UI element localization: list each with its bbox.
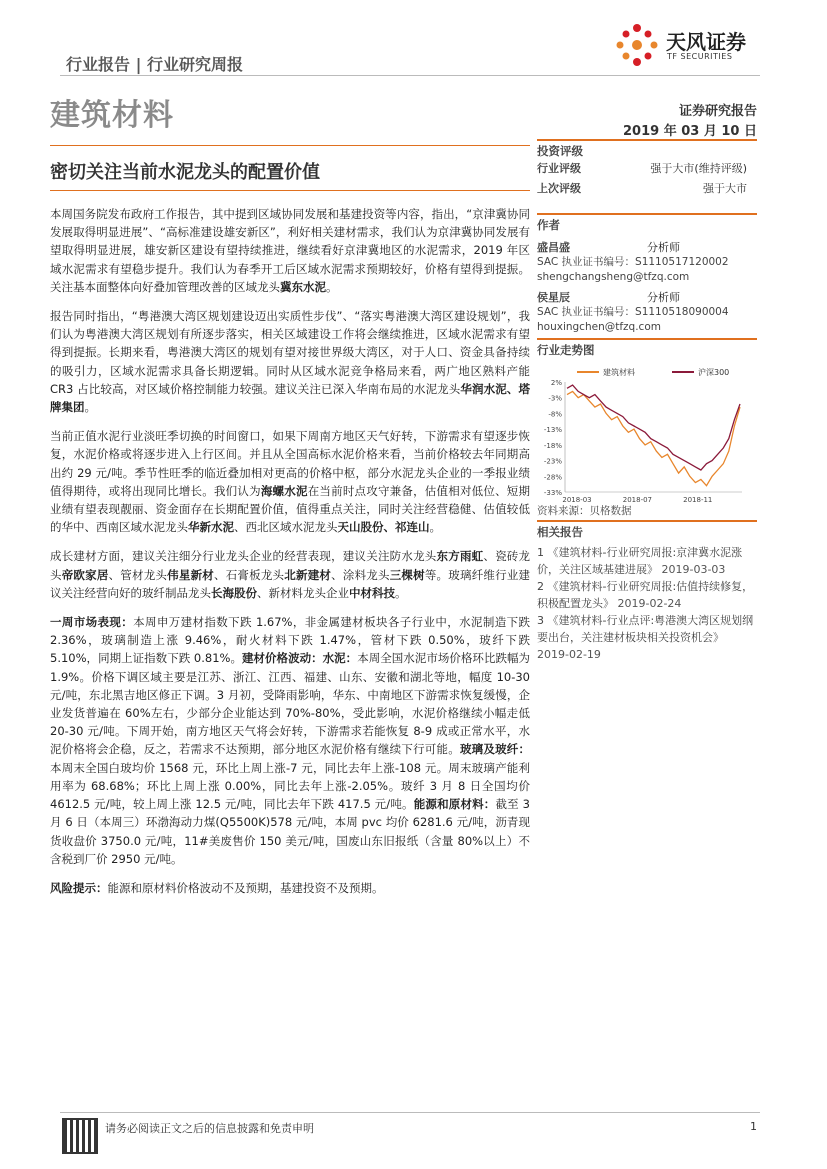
related-report[interactable]: 2 《建筑材料-行业研究周报:估值持续修复，积极配置龙头》 2019-02-24	[537, 580, 754, 610]
industry-name: 建筑材料	[50, 98, 174, 133]
chart-section-title: 行业走势图	[537, 338, 757, 358]
page-number: 1	[750, 1120, 757, 1133]
rating-row: 上次评级 强于大市	[537, 182, 747, 195]
authors-section-title: 作者	[537, 213, 757, 233]
paragraph-3: 当前正值水泥行业淡旺季切换的时间窗口，如果下周南方地区天气好转，下游需求有望逐步恢复，水泥价格或将逐步进入上行区间。并且从全国高标水泥价格来看，当前价格较去年同期高出约 29 元/吨。季节性旺季的临近叠加相对更高的价格中枢，部分水泥龙头企业的一季报业绩值得期待，或将出现同比增长。我们认为海螺水泥在当前时点攻守兼备，估值相对低位、短期业绩有望表现靓丽、资金面存在长期配置价值，值得重点关注，同时关注经营稳健、估值较低的华中、西南区域水泥龙头华新水泥、西北区域水泥龙头天山股份、祁连山。	[50, 429, 531, 535]
rating-section-title: 投资评级	[537, 139, 757, 159]
paragraph-2: 报告同时指出，“粤港澳大湾区规划建设迈出实质性步伐”、“落实粤港澳大湾区建设规划”，我们认为粤港澳大湾区规划有所逐步落实，相关区域建设工作将会继续推进，区域水泥需求有望得到提振。长期来看，粤港澳大湾区的规划有望对接世界级大湾区，对于人口、资金具备持续的吸引力，区域水泥需求具备长期逻辑。同时从区域水泥竞争格局来看，两广地区熟料产能 CR3 占比较高，对区域价格控制能力较强。建议关注已深入华南布局的水泥龙头华润水泥、塔牌集团。	[50, 309, 530, 415]
y-tick-label: -28%	[543, 473, 562, 482]
trend-chart	[537, 364, 757, 504]
related-section-title: 相关报告	[537, 520, 757, 540]
body-text	[50, 205, 530, 908]
rating-row: 行业评级 强于大市(维持评级)	[537, 162, 747, 175]
brand-logo	[612, 20, 762, 72]
related-report[interactable]: 3 《建筑材料-行业点评:粤港澳大湾区规划纲要出台，关注建材板块相关投资机会》 2019-02-19	[537, 614, 754, 661]
related-section	[537, 520, 757, 663]
legend-label: 沪深300	[698, 368, 730, 377]
report-title: 密切关注当前水泥龙头的配置价值	[50, 162, 320, 183]
chart-section	[537, 338, 757, 519]
y-tick-label: -23%	[543, 457, 562, 466]
report-date: 2019 年 03 月 10 日	[623, 124, 757, 139]
qr-code-icon	[62, 1118, 98, 1154]
series-line	[567, 391, 740, 485]
legend-label: 建筑材料	[603, 368, 635, 377]
y-tick-label: 2%	[550, 379, 562, 387]
brand-mark-icon	[612, 20, 662, 70]
x-tick-label: 2018-11	[683, 496, 713, 504]
header-divider	[60, 75, 760, 76]
footer-divider	[60, 1112, 760, 1113]
y-tick-label: -3%	[548, 394, 562, 403]
paragraph-4: 成长建材方面，建议关注细分行业龙头企业的经营表现，建议关注防水龙头东方雨虹、瓷砖龙头帝欧家居、管材龙头伟星新材、石膏板龙头北新建材、涂料龙头三棵树等。玻璃纤维行业建议关注经营向好的玻纤制品龙头长海股份、新材料龙头企业中材科技。	[50, 549, 531, 600]
series-line	[567, 385, 740, 470]
brand-subname: TF SECURITIES	[667, 52, 733, 61]
y-tick-label: -33%	[543, 489, 562, 497]
rating-section	[537, 139, 757, 199]
author-email[interactable]: shengchangsheng@tfzq.com	[537, 271, 690, 283]
risk-warning: 风险提示：能源和原材料价格波动不及预期，基建投资不及预期。	[50, 880, 384, 895]
x-tick-label: 2018-07	[622, 496, 653, 504]
related-report[interactable]: 1 《建筑材料-行业研究周报:京津冀水泥涨价，关注区域基建进展》 2019-03-03	[537, 546, 743, 576]
report-category: 行业报告 | 行业研究周报	[66, 55, 243, 74]
y-tick-label: -8%	[548, 410, 562, 419]
author-email[interactable]: houxingchen@tfzq.com	[537, 321, 661, 333]
report-type: 证券研究报告	[678, 104, 757, 119]
paragraph-5: 一周市场表现：本周申万建材指数下跌 1.67%，非金属建材板块各子行业中，水泥制造下跌 2.36%，玻璃制造上涨 9.46%，耐火材料下跌 1.47%，管材下跌 0.50%，玻纤下跌 5.10%，同期上证指数下跌 0.81%。建材价格波动：水泥：本周全国水泥市场价格环比跌幅为 1.9%。价格下调区域主要是江苏、浙江、江西、福建、山东、安徽和湖北等地，幅度 10-30 元/吨，东北黑吉地区修正下调。3 月初，受降雨影响，华东、中南地区下游需求恢复缓慢，企业发货普遍在 60%左右，少部分企业能达到 70%-80%，受此影响，水泥价格继续小幅走低 20-30 元/吨。下周开始，南方地区天气将会好转，下游需求若能恢复 8-9 成或正常水平，水泥价格将会企稳，反之，若需求不达预期，部分地区水泥价格有继续下行可能。玻璃及玻纤：本周末全国白玻均价 1568 元，环比上周上涨-7 元，同比去年上涨-108 元。周末玻璃产能利用率为 68.68%；环比上周上涨 0.00%，同比去年上涨-2.05%。玻纤 3 月 8 日全国均价 4612.5 元/吨，较上周上涨 12.5 元/吨，同比去年下跌 417.5 元/吨。能源和原材料：截至 3 月 6 日（本周三）环渤海动力煤(Q5500K)578 元/吨，本周 pvc 均价 6281.6 元/吨，沥青现货收盘价 3750.0 元/吨，11#美废售价 150 美元/吨，国废山东旧报纸（含量 80%以上）不含税到厂价 2950 元/吨。	[50, 615, 531, 866]
footer-disclaimer[interactable]: 请务必阅读正文之后的信息披露和免责申明	[105, 1122, 314, 1135]
y-tick-label: -18%	[543, 441, 562, 450]
author-block: 盛昌盛 分析师 SAC 执业证书编号：S1110517120002 shengchangsheng@tfzq.com	[537, 239, 757, 285]
y-tick-label: -13%	[543, 426, 562, 435]
x-tick-label: 2018-03	[562, 496, 592, 504]
chart-source: 资料来源：贝格数据	[537, 505, 632, 517]
author-block: 侯星辰 分析师 SAC 执业证书编号：S1110518090004 houxingchen@tfzq.com	[537, 289, 757, 335]
brand-name: 天风证券	[666, 30, 746, 54]
title-rule-top	[50, 145, 530, 146]
authors-section	[537, 213, 757, 335]
paragraph-1: 本周国务院发布政府工作报告，其中提到区域协同发展和基建投资等内容，指出，“京津冀协同发展取得明显进展”、“高标准建设雄安新区”，利好相关建材需求，我们认为京津冀协同发展有望取得明显进展，雄安新区建设有望持续推进，继续看好京津冀地区的水泥需求，2019 年区域水泥需求有望稳步提升。我们认为春季开工后区域水泥需求预期较好，价格有望得到提振。关注基本面整体向好叠加管理改善的区域龙头冀东水泥。	[50, 207, 530, 294]
title-rule-bottom	[50, 190, 530, 191]
